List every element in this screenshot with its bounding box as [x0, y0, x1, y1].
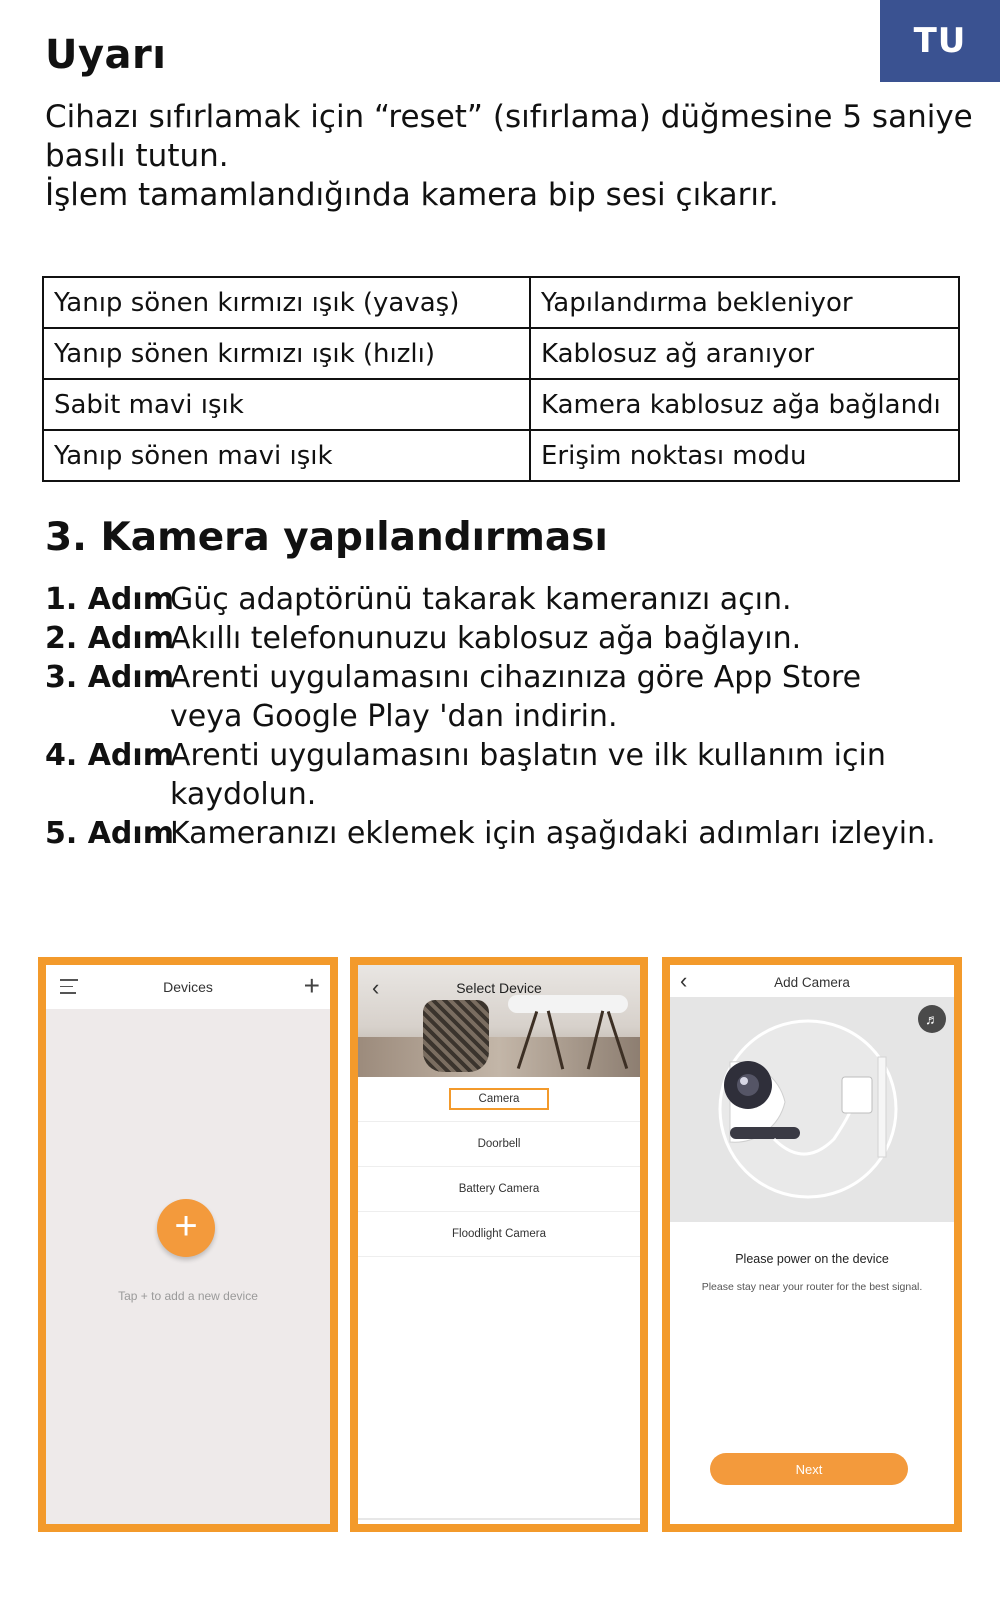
step-number: 1. Adım [45, 582, 174, 617]
step-item [45, 814, 985, 853]
warning-line: basılı tutun. [45, 138, 229, 174]
status-meaning: Erişim noktası modu [530, 430, 959, 481]
status-meaning: Kablosuz ağ aranıyor [530, 328, 959, 379]
warning-title: Uyarı [45, 32, 167, 78]
step-number: 4. Adım [45, 738, 174, 773]
table-row [43, 277, 959, 328]
section-title: 3. Kamera yapılandırması [45, 515, 608, 560]
step-text: Kameranızı eklemek için aşağıdaki adımları izleyin. [170, 816, 936, 851]
light-state: Yanıp sönen mavi ışık [43, 430, 530, 481]
table-row [43, 379, 959, 430]
step-text: Güç adaptörünü takarak kameranızı açın. [170, 582, 792, 617]
table-row [43, 430, 959, 481]
light-state: Sabit mavi ışık [43, 379, 530, 430]
devices-screen [38, 957, 338, 1532]
device-type-list [358, 1077, 640, 1257]
step-item [45, 619, 985, 658]
device-option-label: Floodlight Camera [452, 1228, 546, 1240]
device-option-camera[interactable] [358, 1077, 640, 1122]
light-state: Yanıp sönen kırmızı ışık (yavaş) [43, 277, 530, 328]
table-row [43, 328, 959, 379]
setup-steps [45, 580, 985, 853]
warning-text [45, 98, 973, 215]
step-item [45, 658, 985, 736]
led-status-table [42, 276, 960, 482]
select-device-title: Select Device [456, 980, 542, 996]
divider [358, 1518, 640, 1520]
select-device-screen [350, 957, 648, 1532]
plus-icon[interactable]: + [303, 970, 320, 1001]
camera-power-illustration [670, 997, 954, 1222]
add-camera-title: Add Camera [774, 975, 850, 990]
device-option-label: Doorbell [477, 1138, 521, 1150]
step-text: Arenti uygulamasını cihazınıza göre App Store veya Google Play 'dan indirin. [170, 660, 862, 734]
add-device-button[interactable]: + [157, 1199, 215, 1257]
speaker-icon[interactable]: ♬ [918, 1005, 946, 1033]
step-item [45, 580, 985, 619]
status-meaning: Yapılandırma bekleniyor [530, 277, 959, 328]
warning-line: İşlem tamamlandığında kamera bip sesi çıkarır. [45, 177, 779, 213]
add-camera-header [670, 965, 954, 997]
devices-header [46, 965, 330, 1010]
step-number: 2. Adım [45, 621, 174, 656]
device-option-label: Battery Camera [458, 1183, 540, 1195]
warning-line: Cihazı sıfırlamak için “reset” (sıfırlama) düğmesine 5 saniye [45, 99, 973, 135]
device-option-battery-camera[interactable] [358, 1167, 640, 1212]
step-item [45, 736, 985, 814]
next-button[interactable]: Next [710, 1453, 908, 1485]
back-icon[interactable]: ‹ [372, 975, 380, 1000]
language-badge: TU [880, 0, 1000, 82]
device-option-floodlight-camera[interactable] [358, 1212, 640, 1257]
add-camera-screen [662, 957, 962, 1532]
step-number: 5. Adım [45, 816, 174, 851]
light-state: Yanıp sönen kırmızı ışık (hızlı) [43, 328, 530, 379]
add-device-hint: Tap + to add a new device [118, 1289, 258, 1303]
status-meaning: Kamera kablosuz ağa bağlandı [530, 379, 959, 430]
step-number: 3. Adım [45, 660, 174, 695]
devices-title: Devices [163, 979, 213, 995]
step-text: Akıllı telefonunuzu kablosuz ağa bağlayın. [170, 621, 802, 656]
device-option-doorbell[interactable] [358, 1122, 640, 1167]
router-hint: Please stay near your router for the best signal. [701, 1281, 923, 1293]
devices-empty-area [46, 1009, 330, 1524]
room-photo [358, 965, 640, 1077]
power-on-heading: Please power on the device [735, 1252, 889, 1266]
device-option-label: Camera [449, 1088, 550, 1110]
step-text: Arenti uygulamasını başlatın ve ilk kullanım için kaydolun. [170, 738, 886, 812]
back-icon[interactable]: ‹ [680, 968, 688, 993]
